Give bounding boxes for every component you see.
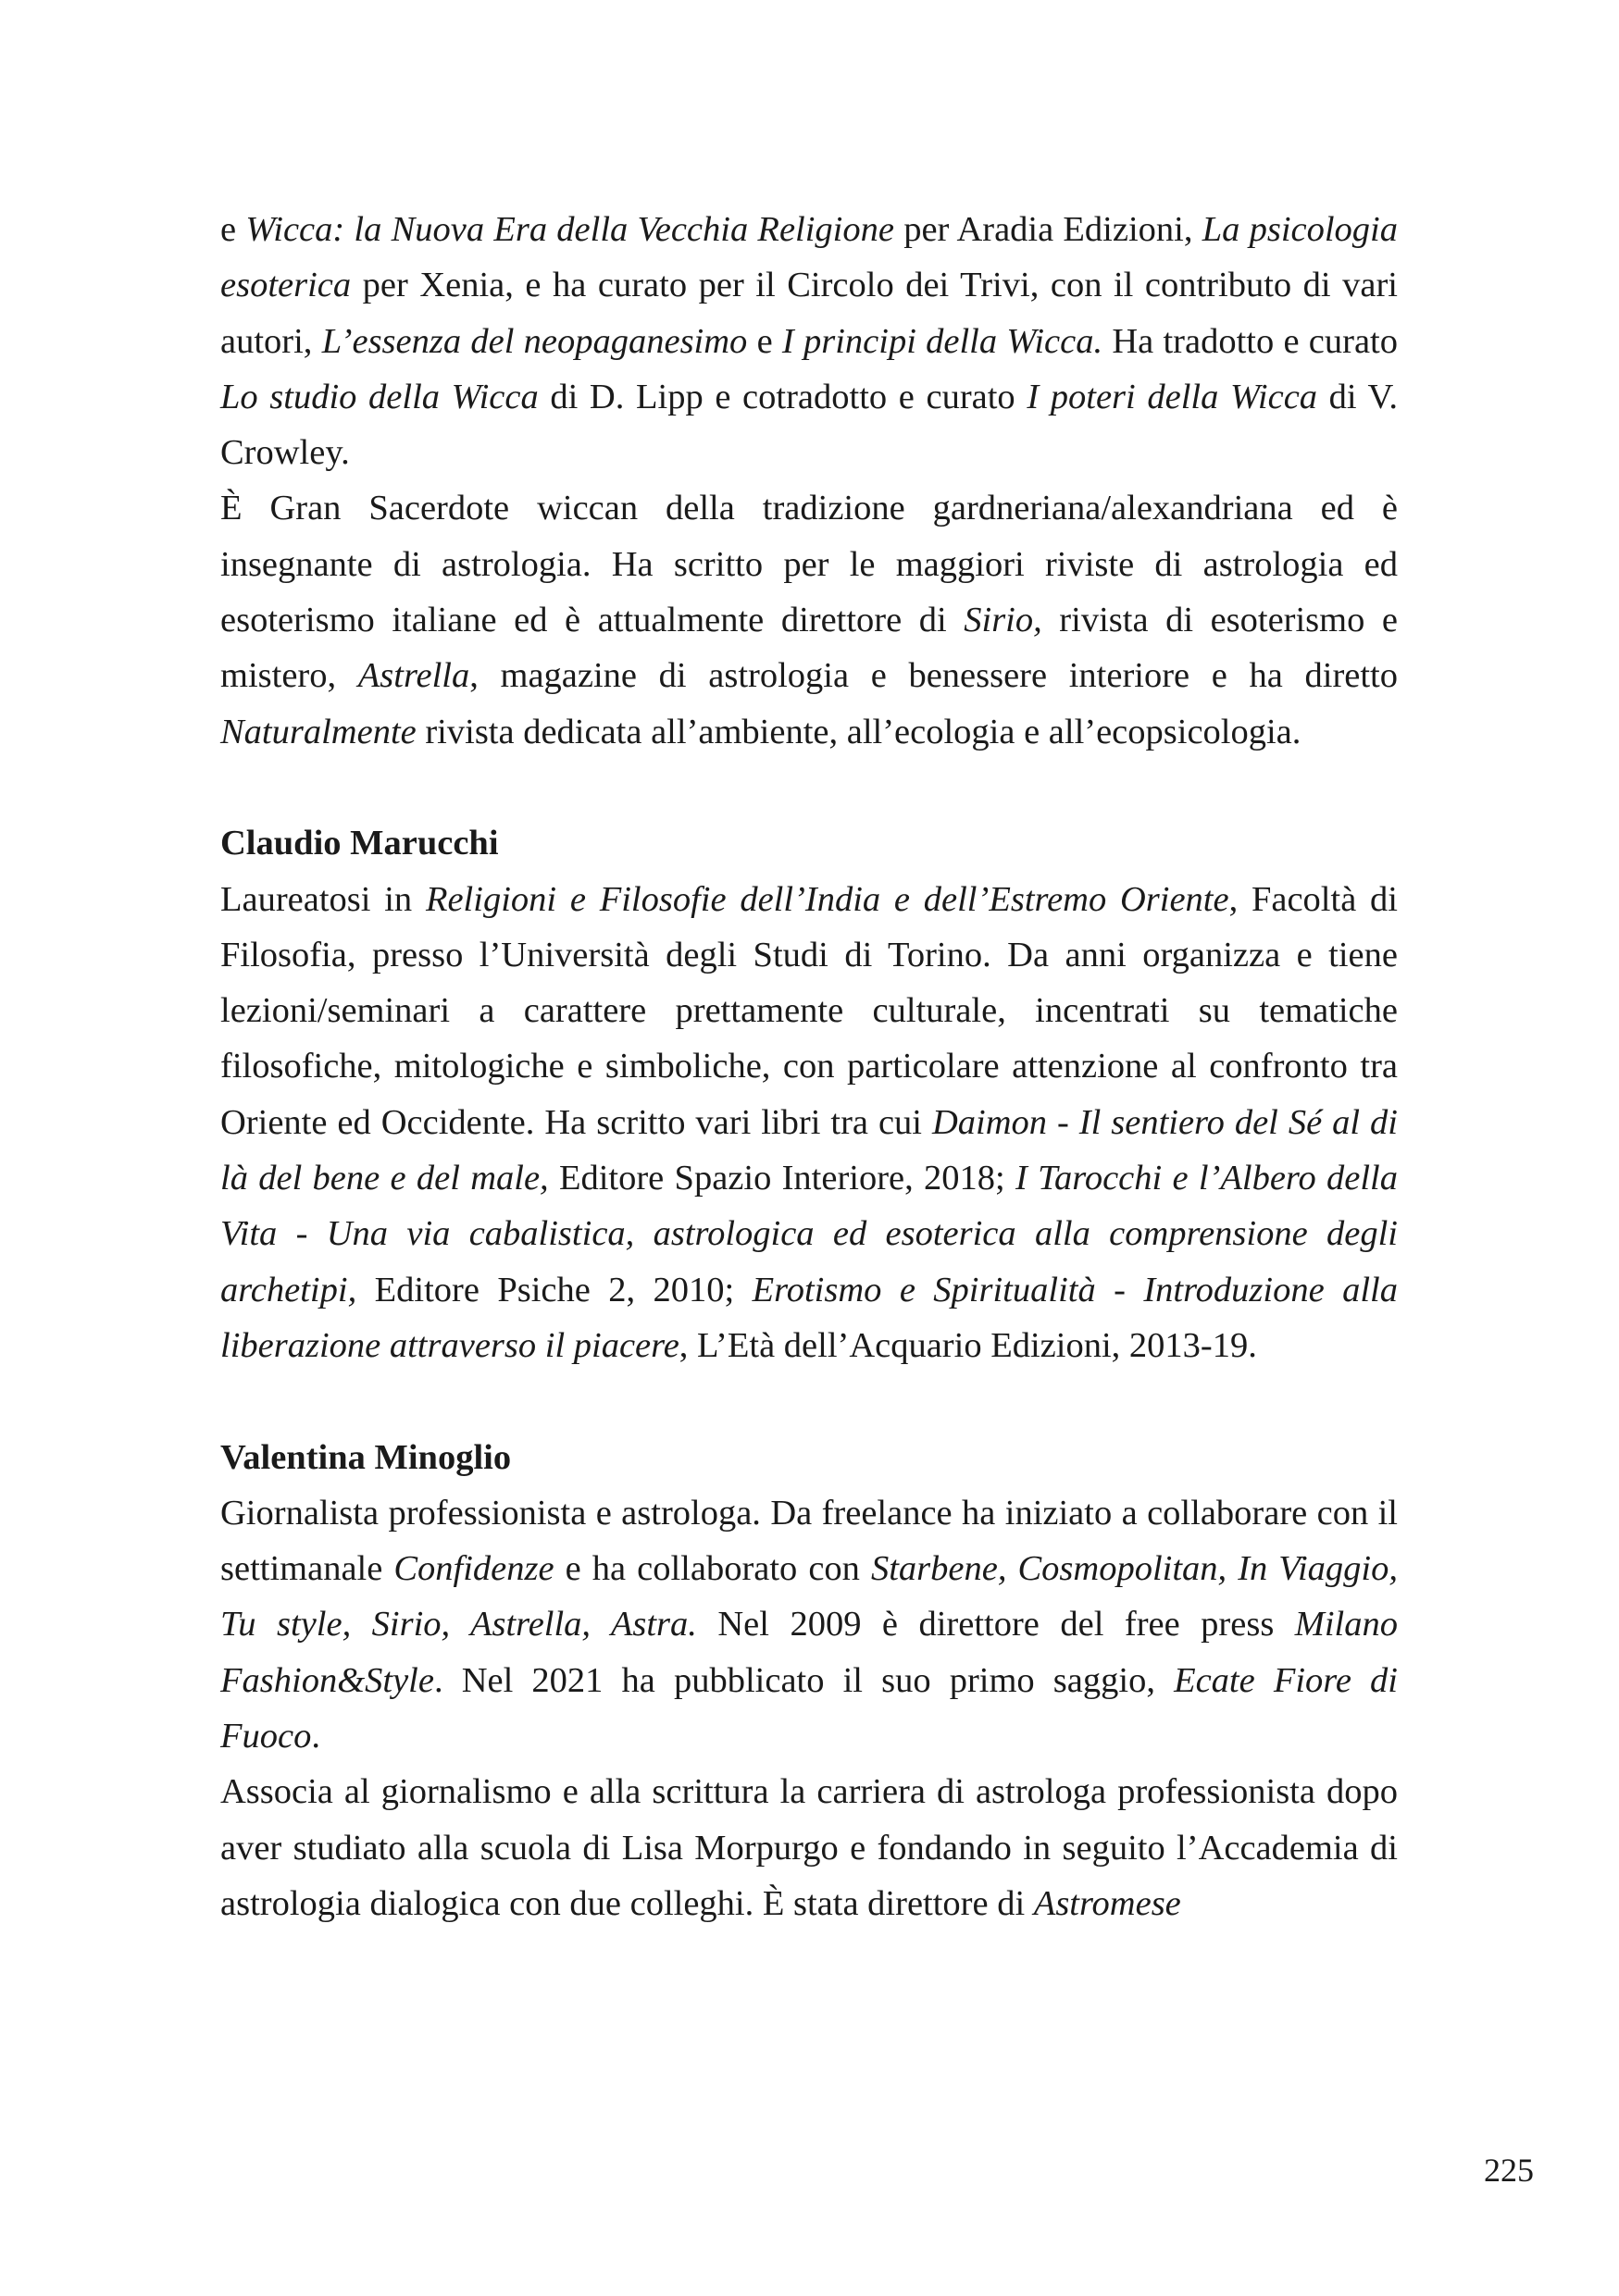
italic-title: Astrella (357, 656, 470, 696)
italic-title: I poteri della Wicca (1027, 377, 1318, 416)
italic-title: Religioni e Filosofie dell’India e dell’Estremo Oriente (425, 879, 1229, 919)
italic-title: I principi della Wicca. (781, 321, 1103, 361)
section-spacer (220, 760, 1398, 815)
author-name-claudio: Claudio Marucchi (220, 824, 499, 863)
italic-title: L’essenza del neopaganesimo (321, 321, 748, 361)
paragraph-bio-valentina: Giornalista professionista e astrologa. Da freelance ha iniziato a collaborare con il settimanale Confidenze e ha collaborato con Starbene, Cosmopolitan, In Viaggio, Tu style, Sirio, Astrella, Astra. Nel 2009 è direttore del free press Milano Fashion&Style. Nel 2021 ha pubblicato il suo primo saggio, Ecate Fiore di Fuoco. (220, 1493, 1398, 1756)
italic-title: Lo studio della Wicca (220, 377, 539, 416)
italic-title: Daimon - Il sentiero del Sé al di là del bene e del male, (220, 1102, 1398, 1198)
page-body (220, 202, 1398, 1931)
italic-title: Wicca: la Nuova Era della Vecchia Religione (245, 210, 894, 249)
paragraph-bio-claudio: Laureatosi in Religioni e Filosofie dell’India e dell’Estremo Oriente, Facoltà di Filosofia, presso l’Università degli Studi di Torino. Da anni organizza e tiene lezioni/seminari a carattere prettamente culturale, incentrati su tematiche filosofiche, mitologiche e simboliche, con particolare attenzione al confronto tra Oriente ed Occidente. Ha scritto vari libri tra cui Daimon - Il sentiero del Sé al di là del bene e del male, Editore Spazio Interiore, 2018; I Tarocchi e l’Albero della Vita - Una via cabalistica, astrologica ed esoterica alla comprensione degli archetipi, Editore Psiche 2, 2010; Erotismo e Spiritualità - Introduzione alla liberazione attraverso il piacere, L’Età dell’Acquario Edizioni, 2013-19. (220, 879, 1398, 1365)
italic-title: Astromese (1033, 1883, 1181, 1923)
italic-title: Ecate Fiore di Fuoco (220, 1660, 1398, 1756)
author-name-valentina: Valentina Minoglio (220, 1437, 512, 1477)
section-spacer (220, 1373, 1398, 1429)
paragraph-bio-wiccan: È Gran Sacerdote wiccan della tradizione gardneriana/alexandriana ed è insegnante di astrologia. Ha scritto per le maggiori riviste di astrologia ed esoterismo italiane ed è attualmente direttore di Sirio, rivista di esoterismo e mistero, Astrella, magazine di astrologia e benessere interiore e ha diretto Naturalmente rivista dedicata all’ambiente, all’ecologia e all’ecopsicologia. (220, 489, 1399, 751)
italic-title: Sirio, (964, 601, 1042, 640)
italic-title: La psicologia esoterica (220, 210, 1398, 305)
italic-title: Confidenze (393, 1549, 554, 1589)
paragraph-career-valentina: Associa al giornalismo e alla scrittura la carriera di astrologa professionista dopo aver studiato alla scuola di Lisa Morpurgo e fondando in seguito l’Accademia di astrologia dialogica con due colleghi. È stata direttore di Astromese (220, 1772, 1398, 1923)
italic-title: Erotismo e Spiritualità - Introduzione alla liberazione attraverso il piacere (220, 1270, 1398, 1365)
page-number: 225 (1484, 2152, 1534, 2189)
italic-title: Naturalmente (220, 712, 417, 751)
paragraph-bibliography: e Wicca: la Nuova Era della Vecchia Religione per Aradia Edizioni, La psicologia esoterica per Xenia, e ha curato per il Circolo dei Trivi, con il contributo di vari autori, L’essenza del neopaganesimo e I principi della Wicca. Ha tradotto e curato Lo studio della Wicca di D. Lipp e cotradotto e curato I poteri della Wicca di V. Crowley. (220, 210, 1399, 473)
italic-title: Milano Fashion&Style (220, 1605, 1398, 1700)
italic-title: I Tarocchi e l’Albero della Vita - Una via cabalistica, astrologica ed esoterica alla comprensione degli archetipi, (220, 1159, 1398, 1309)
italic-title: Starbene, Cosmopolitan, In Viaggio, Tu style, Sirio, Astrella, Astra. (220, 1549, 1398, 1644)
